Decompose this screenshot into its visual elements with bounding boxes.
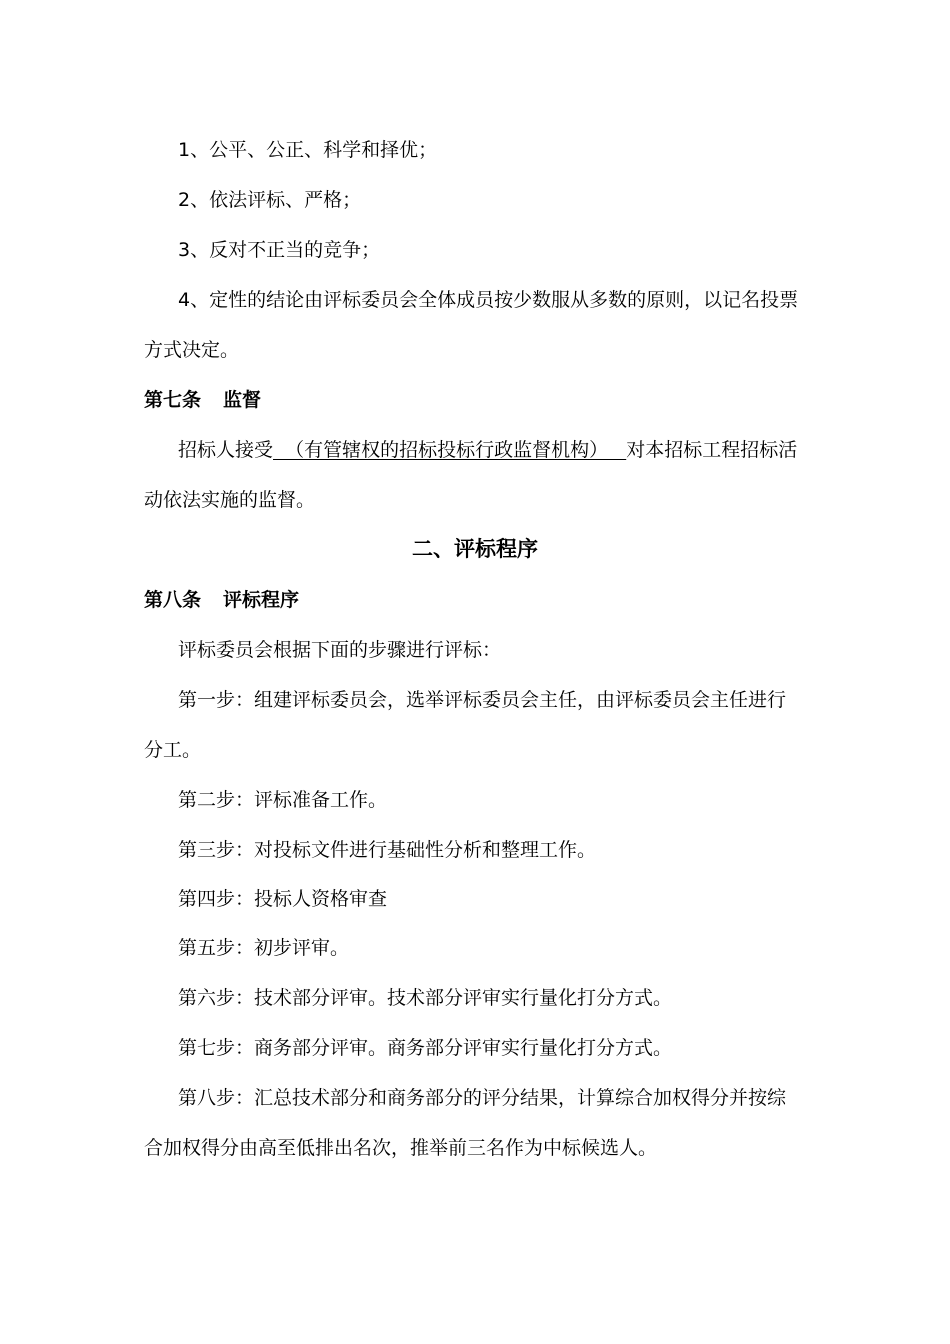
- article-7-label: 第七条: [144, 389, 202, 411]
- step-8: 第八步：汇总技术部分和商务部分的评分结果，计算综合加权得分并按综: [178, 1087, 787, 1109]
- principle-2: 2、依法评标、严格；: [178, 189, 362, 211]
- step-1-continued: 分工。: [144, 739, 202, 761]
- step-7: 第七步：商务部分评审。商务部分评审实行量化打分方式。: [178, 1037, 673, 1059]
- supervisory-authority-underlined: （有管辖权的招标投标行政监督机构）: [273, 439, 627, 461]
- step-1: 第一步：组建评标委员会，选举评标委员会主任，由评标委员会主任进行: [178, 689, 787, 711]
- step-8-continued: 合加权得分由高至低排出名次，推举前三名作为中标候选人。: [144, 1137, 658, 1159]
- principle-1: 1、公平、公正、科学和择优；: [178, 139, 438, 161]
- article-7-heading: [144, 387, 814, 413]
- article-7-text-after: 对本招标工程招标活: [626, 439, 798, 461]
- article-7-title: 监督: [223, 389, 262, 411]
- step-5: 第五步：初步评审。: [178, 937, 350, 959]
- article-7-text: [178, 437, 814, 463]
- principle-4-continued: 方式决定。: [144, 339, 240, 361]
- step-4: 第四步：投标人资格审查: [178, 888, 388, 910]
- principle-3: 3、反对不正当的竞争；: [178, 239, 381, 261]
- step-2: 第二步：评标准备工作。: [178, 789, 388, 811]
- principle-4: 4、定性的结论由评标委员会全体成员按少数服从多数的原则，以记名投票: [178, 289, 799, 311]
- section-2-heading: 二、评标程序: [412, 537, 538, 561]
- article-8-title: 评标程序: [223, 589, 300, 611]
- article-8-heading: [144, 587, 814, 613]
- article-8-label: 第八条: [144, 589, 202, 611]
- step-6: 第六步：技术部分评审。技术部分评审实行量化打分方式。: [178, 987, 673, 1009]
- article-7-text-continued: 动依法实施的监督。: [144, 489, 316, 511]
- step-3: 第三步：对投标文件进行基础性分析和整理工作。: [178, 839, 597, 861]
- article-8-intro: 评标委员会根据下面的步骤进行评标：: [178, 639, 502, 661]
- article-7-text-before: 招标人接受: [178, 439, 274, 461]
